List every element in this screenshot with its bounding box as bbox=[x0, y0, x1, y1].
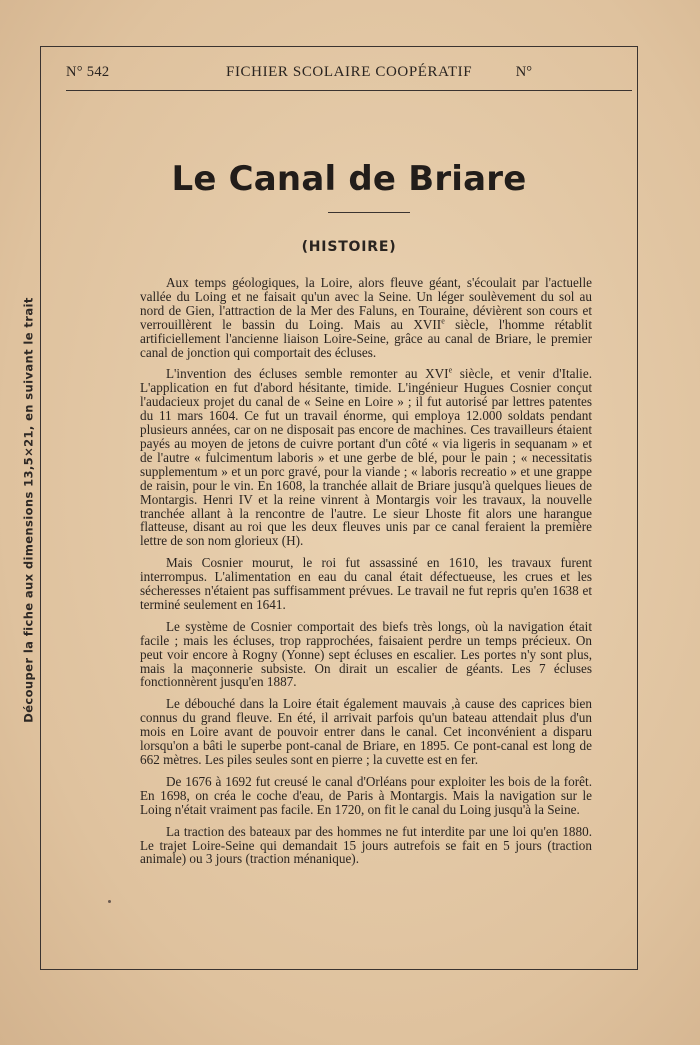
paragraph: De 1676 à 1692 fut creusé le canal d'Orléans pour exploiter les bois de la forêt. En 1698, on créa le coche d'eau, de Paris à Montargis. Mais la navigation sur le Loing n'était vraiment pas facile. En 1720, on fit le canal du Loing jusqu'à la Seine. bbox=[140, 773, 592, 817]
paragraph: Le système de Cosnier comportait des biefs très longs, où la navigation était facile ; mais les écluses, trop rapprochées, faisaient perdre un temps précieux. On peut voir encore à Rogny (Yonne) sept écluses en escalier. Les portes n'y sont plus, mais la maçonnerie subsiste. On dirait un escalier de géants. Les 7 écluses fonctionnèrent jusqu'en 1887. bbox=[140, 618, 592, 690]
paragraph: La traction des bateaux par des hommes ne fut interdite par une loi qu'en 1880. Le trajet Loire-Seine qui demandait 15 jours autrefois se fait en 5 jours (traction animale) ou 3 jours (traction ménanique). bbox=[140, 823, 592, 867]
number-label: N° bbox=[515, 64, 532, 80]
article-body bbox=[140, 276, 592, 874]
cut-instruction-text: Découper la fiche aux dimensions 13,5×21, en suivant le trait bbox=[22, 297, 36, 723]
publisher-name: FICHIER SCOLAIRE COOPÉRATIF bbox=[226, 64, 473, 80]
paragraph: L'invention des écluses semble remonter au XVIe siècle, et venir d'Italie. L'application en fut d'abord hésitante, timide. L'ingénieur Hugues Cosnier conçut l'audacieux projet du canal de « Seine en Loire » ; il fut autorisé par lettres patentes du 11 mars 1604. Ce fut un travail énorme, qui employa 12.000 soldats pendant plusieurs années, car on ne disposait pas encore de machines. Ces travailleurs étaient payés au moyen de jetons de cuivre portant d'un côté « via ligeris in sequanam » et de l'autre « fulcimentum laboris » et une gerbe de blé, pour le pain ; « necessitatis supplementum » et un porc gravé, pour la viande ; « laboris recreatio » et une grappe de raisin, pour le vin. En 1608, la tranchée allait de Briare jusqu'à quelques lieues de Montargis. Henri IV et la reine vinrent à Montargis voir les travaux, la nouvelle tranchée allant à la rencontre de l'autre. Le sieur Lhoste fit alors une harangue flatteuse, disant au roi que les deux fleuves unis par ce canal feraient la première lettre de son nom glorieux (H). bbox=[140, 366, 592, 549]
paper-speck bbox=[108, 900, 111, 903]
paragraph: Le débouché dans la Loire était également mauvais ,à cause des caprices bien connus du grand fleuve. En été, il arrivait parfois qu'un bateau attendait plus d'un mois en Loire avant de pouvoir entrer dans le canal. Cet inconvénient a disparu lorsqu'on a bâti le superbe pont-canal de Briare, en 1895. Ce pont-canal est long de 662 mètres. Les piles seules sont en pierre ; la cuvette est en fer. bbox=[140, 696, 592, 767]
title-divider bbox=[328, 212, 410, 213]
card-header bbox=[66, 58, 632, 91]
paragraph: Mais Cosnier mourut, le roi fut assassiné en 1610, les travaux furent interrompus. L'alimentation en eau du canal était défectueuse, les crues et les sécheresses n'étaient pas suffisamment prévues. Le travail ne fut repris qu'en 1638 et terminé seulement en 1641. bbox=[140, 555, 592, 612]
page-title: Le Canal de Briare bbox=[171, 159, 527, 199]
section-subtitle: (HISTOIRE) bbox=[301, 239, 397, 255]
paragraph: Aux temps géologiques, la Loire, alors fleuve géant, s'écoulait par l'actuelle vallée du Loing et ne faisait qu'un avec la Seine. Un léger soulèvement du sol au nord de Gien, l'attraction de la Mer des Faluns, en Touraine, dévièrent son cours et verrouillèrent le bassin du Loing. Mais au XVIIe siècle, l'homme rétablit artificiellement l'ancienne liaison Loire-Seine, grâce au canal de Briare, le premier canal de jonction qui comportait des écluses. bbox=[140, 275, 592, 360]
card-number: N° 542 bbox=[66, 64, 110, 80]
